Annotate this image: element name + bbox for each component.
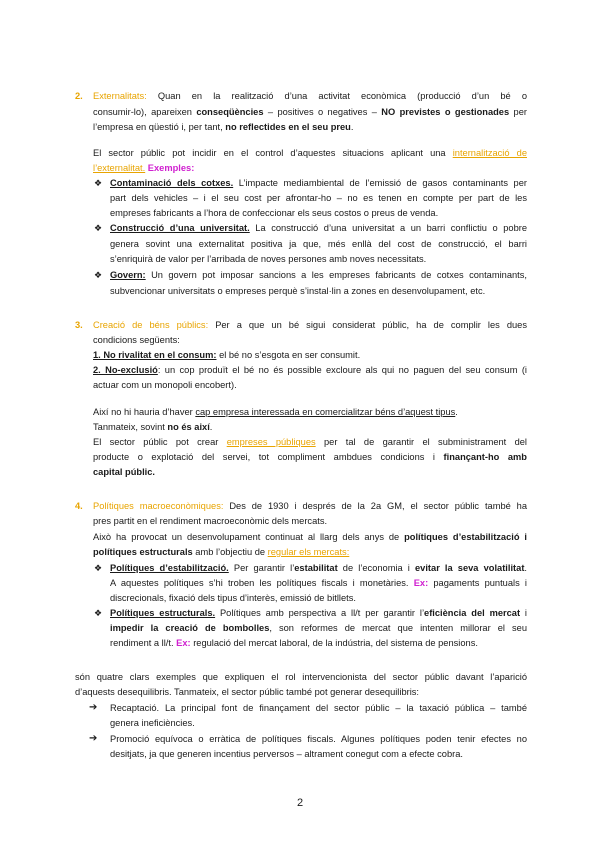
list-item: part dels vehicles – i el seu cost per afrontar-ho – no es tenen en compte per part de les [110, 193, 527, 203]
list-item: desitjats, ja que generen incentius perversos – altrament conegut com a efecte cobra. [110, 749, 463, 759]
section-number: 3. [75, 320, 83, 330]
list-item: empreses fabricants a l’hora de confeccionar els seus costos o preus de venda. [110, 208, 439, 218]
list-item: rendiment a ll/t. Ex: regulació del mercat laboral, de la indústria, del sistema de pensions. [110, 638, 478, 648]
paragraph-line: l’empresa en qüestió i, per tant, no reflectides en el seu preu. [93, 122, 354, 132]
paragraph-line: capital públic. [93, 467, 155, 477]
diamond-bullet-icon: ❖ [94, 608, 103, 618]
paragraph-line: producte o explotació del servei, tot compliment ambdues condicions i finançant-ho amb [93, 452, 527, 462]
diamond-bullet-icon: ❖ [94, 178, 103, 188]
list-item: Recaptació. La principal font de finançament del sector públic – la taxació pública – també [110, 703, 527, 713]
paragraph-line: l’externalitat. Exemples: [93, 163, 195, 173]
section-title: Polítiques macroeconòmiques: [93, 501, 224, 511]
paragraph-line: Això ha provocat un desenvolupament continuat al llarg dels anys de polítiques d’estabilització i [93, 532, 528, 542]
list-item: Contaminació dels cotxes. L’impacte mediambiental de l’emissió de gasos contaminants per [110, 178, 527, 188]
section-title: Creació de béns públics: [93, 320, 209, 330]
diamond-bullet-icon: ❖ [94, 563, 103, 573]
list-item: Promoció equívoca o erràtica de polítiques fiscals. Algunes polítiques poden tenir efectes no [110, 734, 527, 744]
page-number: 2 [296, 797, 304, 809]
list-item: genera sovint una externalitat positiva ja que, més enllà del cost de construcció, el barri [110, 239, 527, 249]
list-item: Construcció d’una universitat. La construcció d’una universitat a un barri conflictiu o pobre [110, 223, 528, 233]
paragraph-line: pres partit en el rendiment macroeconòmic dels mercats. [93, 516, 328, 526]
highlight-link: empreses públiques [226, 437, 316, 447]
paragraph-line: Polítiques macroeconòmiques: Des de 1930 i després de la 2a GM, el sector públic també ha [93, 501, 528, 511]
paragraph-line: Així no hi hauria d’haver cap empresa interessada en comercialitzar béns d’aquest tipus. [93, 407, 458, 417]
paragraph-line: Creació de béns públics: Per a que un bé sigui considerat públic, ha de complir les dues [93, 320, 527, 330]
paragraph-line: Tanmateix, sovint no és així. [93, 422, 213, 432]
diamond-bullet-icon: ❖ [94, 223, 103, 233]
arrow-right-icon: ➔ [89, 733, 98, 744]
list-item: 2. No-exclusió: un cop produït el bé no és possible excloure als qui no paguen del seu consum (i [93, 365, 527, 375]
paragraph-line: polítiques estructurals amb l’objectiu de regular els mercats: [93, 547, 350, 557]
list-item: s’enriquirà de valor per l’arribada de noves persones amb noves necessitats. [110, 254, 427, 264]
paragraph-line: El sector públic pot incidir en el control d’aquestes situacions aplicant una internalització de [93, 148, 527, 158]
paragraph-line: són quatre clars exemples que expliquen el rol intervencionista del sector públic davant l’aparició [75, 672, 527, 682]
paragraph-line: Externalitats: Quan en la realització d’una activitat econòmica (producció d’un bé o [93, 91, 527, 101]
paragraph-line: condicions següents: [93, 335, 180, 345]
arrow-right-icon: ➔ [89, 702, 98, 713]
list-item: Govern: Un govern pot imposar sancions a les empreses fabricants de cotxes contaminants, [110, 270, 527, 280]
list-item: 1. No rivalitat en el consum: el bé no s’esgota en ser consumit. [93, 350, 361, 360]
list-item: impedir la creació de bombolles, son reformes de mercat que intenten millorar el seu [110, 623, 527, 633]
list-item: Polítiques estructurals. Polítiques amb perspectiva a ll/t per garantir l’eficiència del mercat i [110, 608, 527, 618]
highlight-link: internalització de [452, 148, 527, 158]
diamond-bullet-icon: ❖ [94, 270, 103, 280]
examples-label: Exemples: [145, 163, 195, 173]
list-item: subvencionar universitats o empreses perquè s’instal·lin a zones en desenvolupament, etc. [110, 286, 486, 296]
section-number: 4. [75, 501, 83, 511]
highlight-link: regular els mercats: [267, 547, 350, 557]
list-item: discrecionals, fixació dels tipus d’interès, emissió de bitllets. [110, 593, 356, 603]
paragraph-line: El sector públic pot crear empreses públiques per tal de garantir el subministrament del [93, 437, 527, 447]
section-title: Externalitats: [93, 91, 147, 101]
list-item: actuar com un monopoli encobert). [93, 380, 237, 390]
paragraph-line: consumir-lo), apareixen conseqüències – positives o negatives – NO previstes o gestionades per [93, 107, 527, 117]
section-number: 2. [75, 91, 83, 101]
list-item: Polítiques d’estabilització. Per garantir l’estabilitat de l’economia i evitar la seva volatilitat. [110, 563, 528, 573]
list-item: genera ineficiències. [110, 718, 195, 728]
paragraph-line: d’aquests desequilibris. Tanmateix, el sector públic també pot generar desequilibris: [75, 687, 420, 697]
list-item: A aquestes polítiques s’hi troben les polítiques fiscals i monetàries. Ex: pagaments puntuals i [110, 578, 527, 588]
